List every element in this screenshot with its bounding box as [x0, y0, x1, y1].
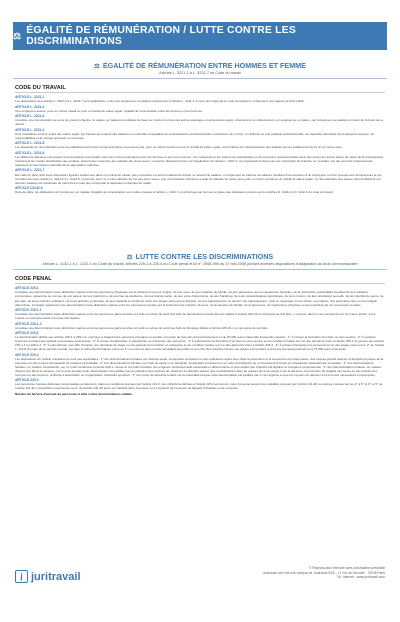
article-text: Tout employeur assure, pour un même travail ou pour un travail de valeur égale, l'égalité de rémunération entre les femmes et les hommes. — [15, 108, 203, 113]
article-label: ARTICLE L. 3221-5 — [15, 141, 45, 146]
article-text: La discrimination définie aux articles 225-1 à 225-1-2, commise à l'égard d'une personne physique ou morale, est punie de trois ans d'emprisonnement et de 45 000 euros d'amende lorsqu'elle consiste : 1° À refuser la fourniture d'un bien ou d'un service ; 2° À entraver l'exercice normal d'une activité économique quelconque ; 3° À refuser d'embaucher, à sanctionner ou à licencier une personne ; 4° À subordonner la fourniture d'un bien ou d'un service à une condition fondée sur l'un des éléments visés à l'article 225-1 ou prévue aux articles 225-1-1 ou 225-1-2 ; 5° À subordonner une offre d'emploi, une demande de stage ou une période de formation en entreprise à une condition fondée sur l'un des éléments visés à l'article 225-1 ; 6° À refuser d'accepter une personne à l'un des stages visés par le 2° de l'article L. 412-8 du code de la sécurité sociale. Lorsque le refus discriminatoire prévu au 1° est commis dans un lieu accueillant du public ou aux fins d'en interdire l'accès, les peines sont portées à cinq ans d'emprisonnement et à 75 000 euros d'amende. — [15, 335, 385, 352]
article-label: ARTICLE 225-1 — [15, 286, 39, 291]
article-text: Les dispositions de l'article précédent ne sont pas applicables : 1° Aux discriminations fondées sur l'état de santé, lorsqu'elles consistent en des opérations ayant pour objet la prévention et la couverture du risque décès, des risques portant atteinte à l'intégrité physique de la personne ou des risques d'incapacité de travail ou d'invalidité ; 2° Aux discriminations fondées sur l'état de santé ou le handicap, lorsqu'elles consistent en un refus d'embauche ou un licenciement fondé sur l'inaptitude médicalement constatée ; 3° Aux discriminations fondées, en matière d'embauche, sur un motif mentionné à l'article 225-1, lorsqu'un tel motif constitue une exigence professionnelle essentielle et déterminante et pour autant que l'objectif soit légitime et l'exigence proportionnée ; 4° Aux discriminations fondées, en matière d'accès aux biens et services, sur le sexe lorsque cette discrimination est justifiée par la protection des victimes de violences à caractère sexuel, des considérations liées au respect de la vie privée et de la décence, la promotion de l'égalité des sexes ou des intérêts des hommes ou des femmes, la liberté d'association ou l'organisation d'activités sportives ; 5° Aux refus d'embauche fondés sur la nationalité lorsque cette discrimination est justifiée par un but légitime et que les moyens de parvenir à ce but sont nécessaires et appropriés. — [15, 356, 384, 377]
page-title: ÉGALITÉ DE RÉMUNÉRATION / LUTTE CONTRE LES DISCRIMINATIONS — [26, 25, 296, 47]
footer-copyright: © Reproduction interdite sans autorisation préalable — [309, 566, 385, 570]
heading-underline — [15, 283, 385, 284]
article-text: Dans les faits, les obligations de l'employeur en matière d'égalité de rémunération sont celles prévues à l'article L. 1142-7 et renforcées par la mise en place des indicateurs prévus par les articles D. 1142-2 à D. 1142-6 du code du travail. — [15, 190, 334, 195]
article-label: ARTICLE L. 3221-4 — [15, 127, 45, 132]
article-text: Constitue une discrimination toute distinction opérée entre les personnes parce qu'elles ont subi ou refusé de subir des faits de bizutage définis à l'article 225-16-1 ou témoigné de tels faits. — [15, 325, 269, 330]
article-text: Constitue une rémunération au sens du présent chapitre, le salaire ou traitement ordinaire de base ou minimum et tous les autres avantages et accessoires payés, directement ou indirectement, en espèces ou en nature, par l'employeur au salarié en raison de l'emploi de ce dernier. — [15, 118, 384, 127]
footer-address: Juritravail.com est une marque de Juritravail SAS - 17 rue de l'Arcade - 75008 Paris — [262, 570, 385, 575]
juritravail-logo: j juritravail — [15, 570, 81, 583]
equal-pay-articles — [15, 94, 385, 250]
section-equal-pay-subtitle: Articles L. 3221-1 à L. 3221-7 du Code du travail — [159, 71, 241, 75]
scales-icon: ⚖ — [94, 63, 100, 70]
juritravail-logo-icon: j — [15, 570, 28, 583]
article-label: ARTICLE 225-4 — [15, 378, 39, 383]
section-discrimination-title: ⚖ LUTTE CONTRE LES DISCRIMINATIONS — [126, 252, 274, 261]
section-equal-pay-title: ⚖ ÉGALITÉ DE RÉMUNÉRATION ENTRE HOMMES ET FEMME — [94, 61, 306, 70]
article-label: ARTICLE L. 3221-2 — [15, 104, 45, 109]
footer-website: Tél. Internet : www.juritravail.com — [336, 575, 385, 579]
code-du-travail-heading: CODE DU TRAVAIL — [15, 85, 66, 91]
article-text: Constitue une discrimination toute distinction opérée entre les personnes physiques sur le fondement de leur origine, de leur sexe, de leur situation de famille, de leur grossesse, de leur apparence physique, de la particulière vulnérabilité résultant de leur situation économique, apparente ou connue de son auteur, de leur patronyme, de leur lieu de résidence, de leur état de santé, de leur perte d'autonomie, de leur handicap, de leurs caractéristiques génétiques, de leurs mœurs, de leur orientation sexuelle, de leur identité de genre, de leur âge, de leurs opinions politiques, de leurs activités syndicales, de leur capacité à s'exprimer dans une langue autre que le français, de leur appartenance ou de leur non-appartenance, vraie ou supposée, à une ethnie, une Nation, une prétendue race ou une religion déterminée. Constitue également une discrimination toute distinction opérée entre les personnes morales sur le fondement de l'origine, du sexe, de la situation de famille, de la grossesse, de l'apparence physique ou des membres de ces personnes morales. — [15, 290, 384, 307]
article-text: Les disparités de rémunération entre les établissements d'une même entreprise ne peuvent pas, pour un même travail ou pour un travail de valeur égale, être fondées sur l'appartenance des salariés de ces établissements à l'un ou l'autre sexe. — [15, 145, 343, 150]
article-label: ARTICLE 225-1-2 — [15, 321, 42, 326]
article-text: Sont considérés comme ayant une valeur égale, les travaux qui exigent des salariés un ensemble comparable de connaissances professionnelles consacrées par un titre, un diplôme ou une pratique professionnelle, de capacités découlant de l'expérience acquise, de responsabilités et de charge physique ou nerveuse. — [15, 131, 374, 140]
article-text: Les différents éléments composant la rémunération sont établis selon des normes identiques pour les femmes et pour les hommes. Les catégories et les critères de classification et de promotion professionnelles ainsi que toutes les autres bases de calcul de la rémunération, notamment les modes d'évaluation des emplois, doivent être communs aux salariés des deux sexes. Lorsqu'un désaccord porte sur l'application de l'article L. 3221-2, les organisations liées par une convention de branche ou, à défaut, par des accords professionnels, saisissent la commission nationale de la négociation collective. — [15, 154, 384, 168]
scales-icon: ⚖ — [126, 254, 133, 261]
scales-icon: ⚖ — [13, 30, 22, 41]
article-text: Les personnes morales déclarées responsables pénalement, dans les conditions prévues par l'article 121-2, des infractions définies à l'article 225-2 encourent, outre l'amende suivant les modalités prévues par l'article 131-38, les peines prévues par les 2° à 5° et 8° et 9° de l'article 131-39. L'interdiction mentionnée au 2° de l'article 131-39 porte sur l'activité dans l'exercice ou à l'occasion de l'exercice de laquelle l'infraction a été commise. — [15, 382, 383, 391]
footer-legal — [263, 566, 385, 580]
article-label: ARTICLE L. 3221-6 — [15, 150, 45, 155]
code-penal-heading: CODE PENAL — [15, 276, 52, 282]
article-text: Constitue une discrimination toute distinction opérée entre les personnes parce qu'elles ont subi ou refusé de subir des faits de harcèlement sexuel tels que définis à l'article 222-33 ou témoigné de tels faits, y compris, dans le cas mentionné au I du même article, si les propos ou comportements n'ont pas été répétés. — [15, 312, 376, 321]
article-label: ARTICLE D1142-6 — [15, 186, 43, 191]
article-label: ARTICLE 225-3 — [15, 352, 39, 357]
article-label: ARTICLE L. 3221-3 — [15, 114, 45, 119]
discrimination-articles — [15, 285, 385, 555]
section-divider — [13, 78, 387, 79]
article-text: Les dispositions des articles L. 3221-2 à L. 3221-7 sont applicables, outre aux employeurs et salariés mentionnés à l'article L. 3211-1, à ceux non régis par le code du travail et, notamment, aux agents de droit public. — [15, 99, 305, 104]
article-label: ARTICLE L. 3221-1 — [15, 95, 45, 100]
page-banner — [13, 22, 387, 50]
article-text: Est nulle de plein droit toute disposition figurant notamment dans un contrat de travail, une convention ou accord collectif de travail, un accord de salaires, un règlement ou barème de salaires résultant d'une décision d'un employeur ou d'un groupement d'employeurs et qui, contrairement aux articles L. 3221-2 à L. 3221-6, comporte, pour un ou des salariés de l'un des deux sexes, une rémunération inférieure à celle de salariés de l'autre sexe pour un même travail ou un travail de valeur égale. La rémunération plus élevée dont bénéficient ces derniers salariés est substituée de plein droit à celle que comportait la disposition entachée de nullité. — [15, 172, 383, 185]
article-label: ARTICLE 225-1-1 — [15, 308, 42, 313]
section-discrimination-subtitle: Articles L. 1132-1 à L. 1132-4 du Code du travail, articles 225-1 à 225-4 du Code pénal et loi n° 2008-496 du 27 mai 2008 portant diverses dispositions d'adaptation au droit communautaire — [42, 262, 358, 266]
article-label: ARTICLE L. 3221-7 — [15, 168, 45, 173]
article-label: ARTICLE 225-2 — [15, 331, 39, 336]
heading-underline — [15, 92, 385, 93]
section-divider — [13, 269, 387, 270]
final-note: Numéro de Service d'accueil du personnel et lutte contre discriminations valable. — [15, 391, 133, 396]
